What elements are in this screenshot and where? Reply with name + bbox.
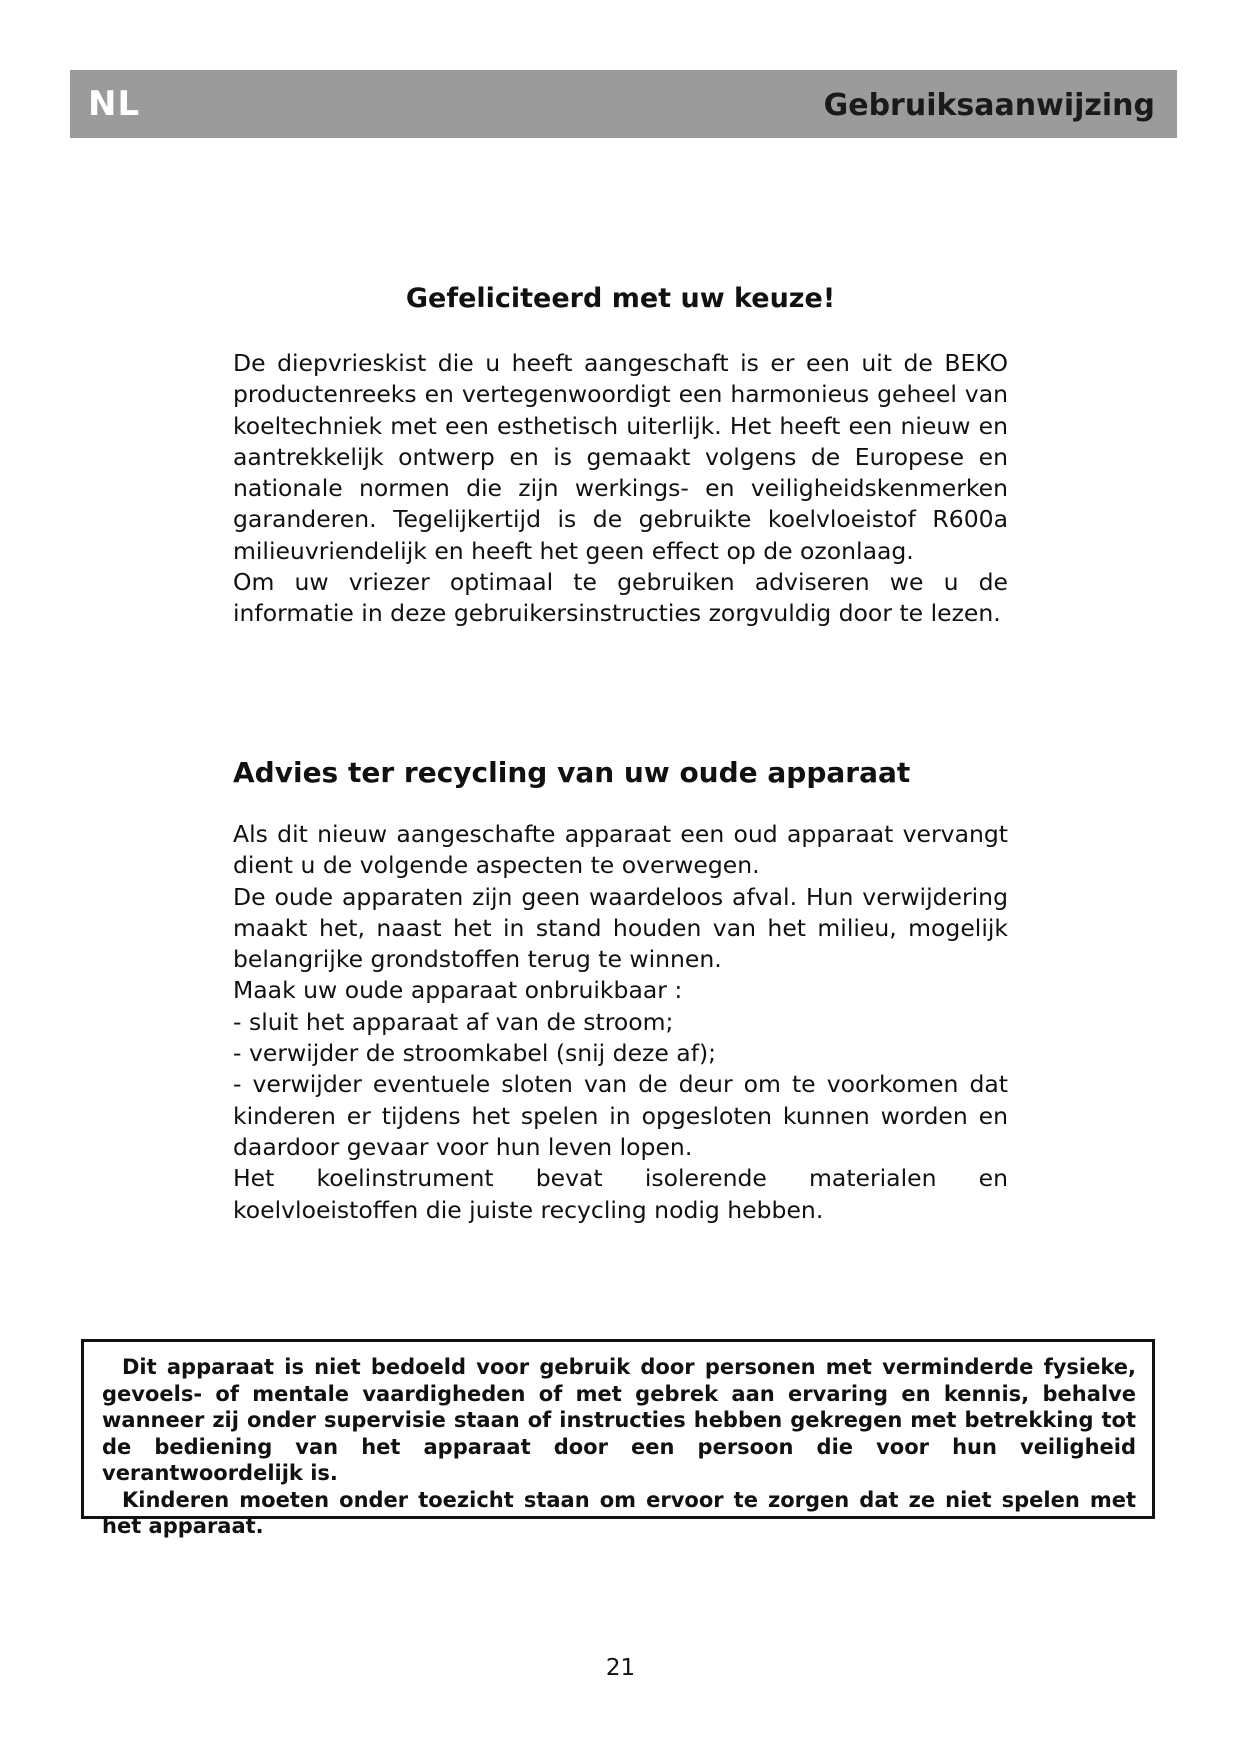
page-header-bar xyxy=(70,70,1177,138)
recycling-paragraph: Als dit nieuw aangeschafte apparaat een oud apparaat vervangt dient u de volgende aspecten te overwegen. xyxy=(233,820,1008,880)
recycling-paragraph: De oude apparaten zijn geen waardeloos afval. Hun verwijdering maakt het, naast het in stand houden van het milieu, mogelijk belangrijke grondstoffen terug te winnen. xyxy=(233,882,1008,974)
intro-paragraph: Om uw vriezer optimaal te gebruiken adviseren we u de informatie in deze gebruikersinstructies zorgvuldig door te lezen. xyxy=(233,568,1008,628)
recycling-heading: Advies ter recycling van uw oude apparaat xyxy=(233,756,911,789)
recycling-list-item: - verwijder eventuele sloten van de deur om te voorkomen dat kinderen er tijdens het spelen in opgesloten kunnen worden en daardoor gevaar voor hun leven lopen. xyxy=(233,1070,1008,1161)
recycling-text xyxy=(233,819,1008,1226)
language-code: NL xyxy=(88,84,141,124)
recycling-list-item: - verwijder de stroomkabel (snij deze af); xyxy=(233,1039,717,1068)
safety-notice-paragraph: Dit apparaat is niet bedoeld voor gebruik door personen met verminderde fysieke, gevoels- of mentale vaardigheden of met gebrek aan ervaring en kennis, behalve wanneer zij onder supervisie staan of instructies hebben gekregen met betrekking tot de bediening van het apparaat door een persoon die voor hun veiligheid verantwoordelijk is. xyxy=(102,1355,1136,1485)
recycling-list-item: - sluit het apparaat af van de stroom; xyxy=(233,1007,674,1036)
intro-text xyxy=(233,348,1008,630)
page-number: 21 xyxy=(605,1655,636,1681)
intro-heading: Gefeliciteerd met uw keuze! xyxy=(405,283,836,314)
safety-notice-paragraph: Kinderen moeten onder toezicht staan om ervoor te zorgen dat ze niet spelen met het apparaat. xyxy=(102,1487,1136,1538)
safety-notice-box xyxy=(81,1339,1155,1538)
intro-paragraph: De diepvrieskist die u heeft aangeschaft is er een uit de BEKO productenreeks en vertegenwoordigt een harmonieus geheel van koeltechniek met een esthetisch uiterlijk. Het heeft een nieuw en aantrekkelijk ontwerp en is gemaakt volgens de Europese en nationale normen die zijn werkings- en veiligheidskenmerken garanderen. Tegelijkertijd is de gebruikte koelvloeistof R600a milieuvriendelijk en heeft het geen effect op de ozonlaag. xyxy=(233,349,1008,565)
recycling-paragraph: Maak uw oude apparaat onbruikbaar : xyxy=(233,976,683,1005)
document-title: Gebruiksaanwijzing xyxy=(823,88,1155,123)
recycling-paragraph: Het koelinstrument bevat isolerende materialen en koelvloeistoffen die juiste recycling nodig hebben. xyxy=(233,1164,1008,1224)
